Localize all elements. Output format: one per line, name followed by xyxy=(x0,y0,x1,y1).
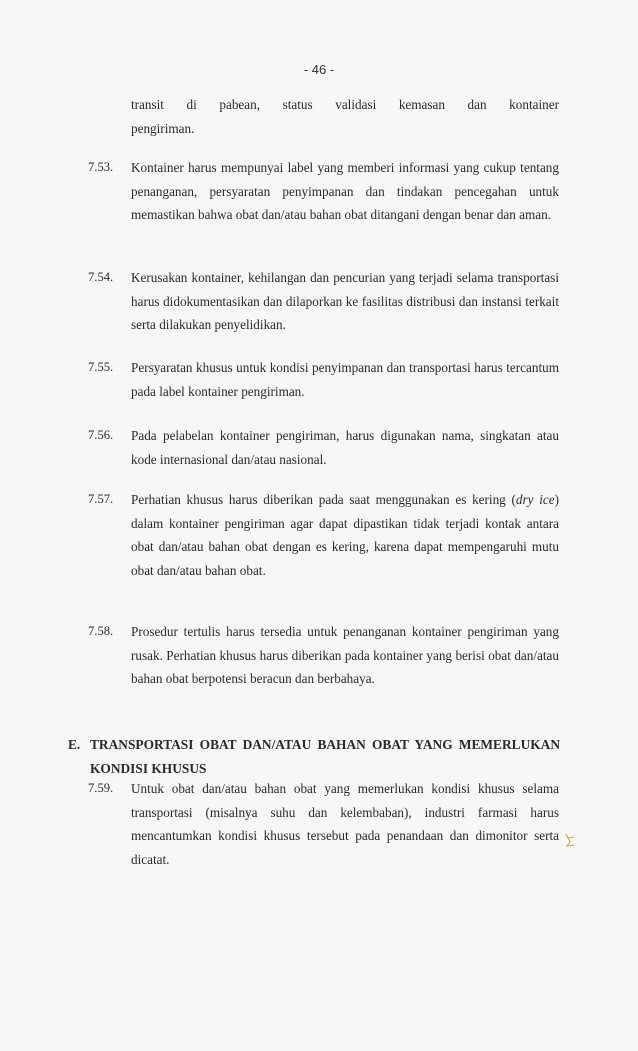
clause-text: Prosedur tertulis harus tersedia untuk penanganan kontainer pengiriman yang rusak. Perhatian khusus harus diberikan pada kontainer yang berisi obat dan/atau bahan obat berpotensi beracun dan berbahaya. xyxy=(131,624,559,686)
page-number: - 46 - xyxy=(303,62,335,77)
clause-number: 7.53. xyxy=(88,160,114,174)
clause-text xyxy=(131,488,559,582)
clause-text: Pada pelabelan kontainer pengiriman, harus digunakan nama, singkatan atau kode internasional dan/atau nasional. xyxy=(131,428,559,467)
clause-text-part-2: ) dalam kontainer pengiriman agar dapat dipastikan tidak terjadi kontak antara obat dan/atau bahan obat dengan es kering, karena dapat mempengaruhi mutu obat dan/atau bahan obat. xyxy=(131,492,560,578)
clause-text: Kontainer harus mempunyai label yang memberi informasi yang cukup tentang penanganan, persyaratan penyimpanan dan tindakan pencegahan untuk memastikan bahwa obat dan/atau bahan obat ditangani dengan benar dan aman. xyxy=(131,160,559,222)
clause-number: 7.57. xyxy=(88,492,114,506)
section-letter: E. xyxy=(68,737,81,752)
clause-text-part-1: Perhatian khusus harus diberikan pada saat menggunakan es kering ( xyxy=(131,492,516,507)
intro-line-1: transit di pabean, status validasi kemasan dan kontainer xyxy=(131,97,559,112)
clause-number: 7.56. xyxy=(88,428,114,442)
clause-text: Persyaratan khusus untuk kondisi penyimpanan dan transportasi harus tercantum pada label kontainer pengiriman. xyxy=(131,360,559,399)
clause-7-55 xyxy=(88,356,559,403)
clause-number: 7.59. xyxy=(88,781,114,795)
clause-7-59 xyxy=(88,777,559,871)
clause-text: Untuk obat dan/atau bahan obat yang memerlukan kondisi khusus selama transportasi (misalnya suhu dan kelembaban), industri farmasi harus mencantumkan kondisi khusus tersebut pada penandaan dan dimonitor serta dicatat. xyxy=(131,781,559,867)
clause-text: Kerusakan kontainer, kehilangan dan pencurian yang terjadi selama transportasi harus didokumentasikan dan dilaporkan ke fasilitas distribusi dan instansi terkait serta dilakukan penyelidikan. xyxy=(131,270,559,332)
section-title-line-2: KONDISI KHUSUS xyxy=(90,761,207,776)
clause-7-54 xyxy=(88,266,559,337)
clause-7-53 xyxy=(88,156,559,227)
clause-text-italic: dry ice xyxy=(515,492,555,507)
section-title-line-1: TRANSPORTASI OBAT DAN/ATAU BAHAN OBAT YANG MEMERLUKAN xyxy=(90,737,560,752)
clause-number: 7.54. xyxy=(88,270,114,284)
intro-paragraph xyxy=(131,93,559,140)
intro-line-2: pengiriman. xyxy=(131,120,195,136)
clause-number: 7.58. xyxy=(88,624,114,638)
signature-mark-icon xyxy=(564,832,576,848)
initial-signature-mark xyxy=(564,832,576,853)
clause-7-58 xyxy=(88,620,559,691)
clause-7-57 xyxy=(88,488,560,582)
section-heading xyxy=(70,733,560,781)
clause-number: 7.55. xyxy=(88,360,114,374)
clause-7-56 xyxy=(88,424,559,471)
